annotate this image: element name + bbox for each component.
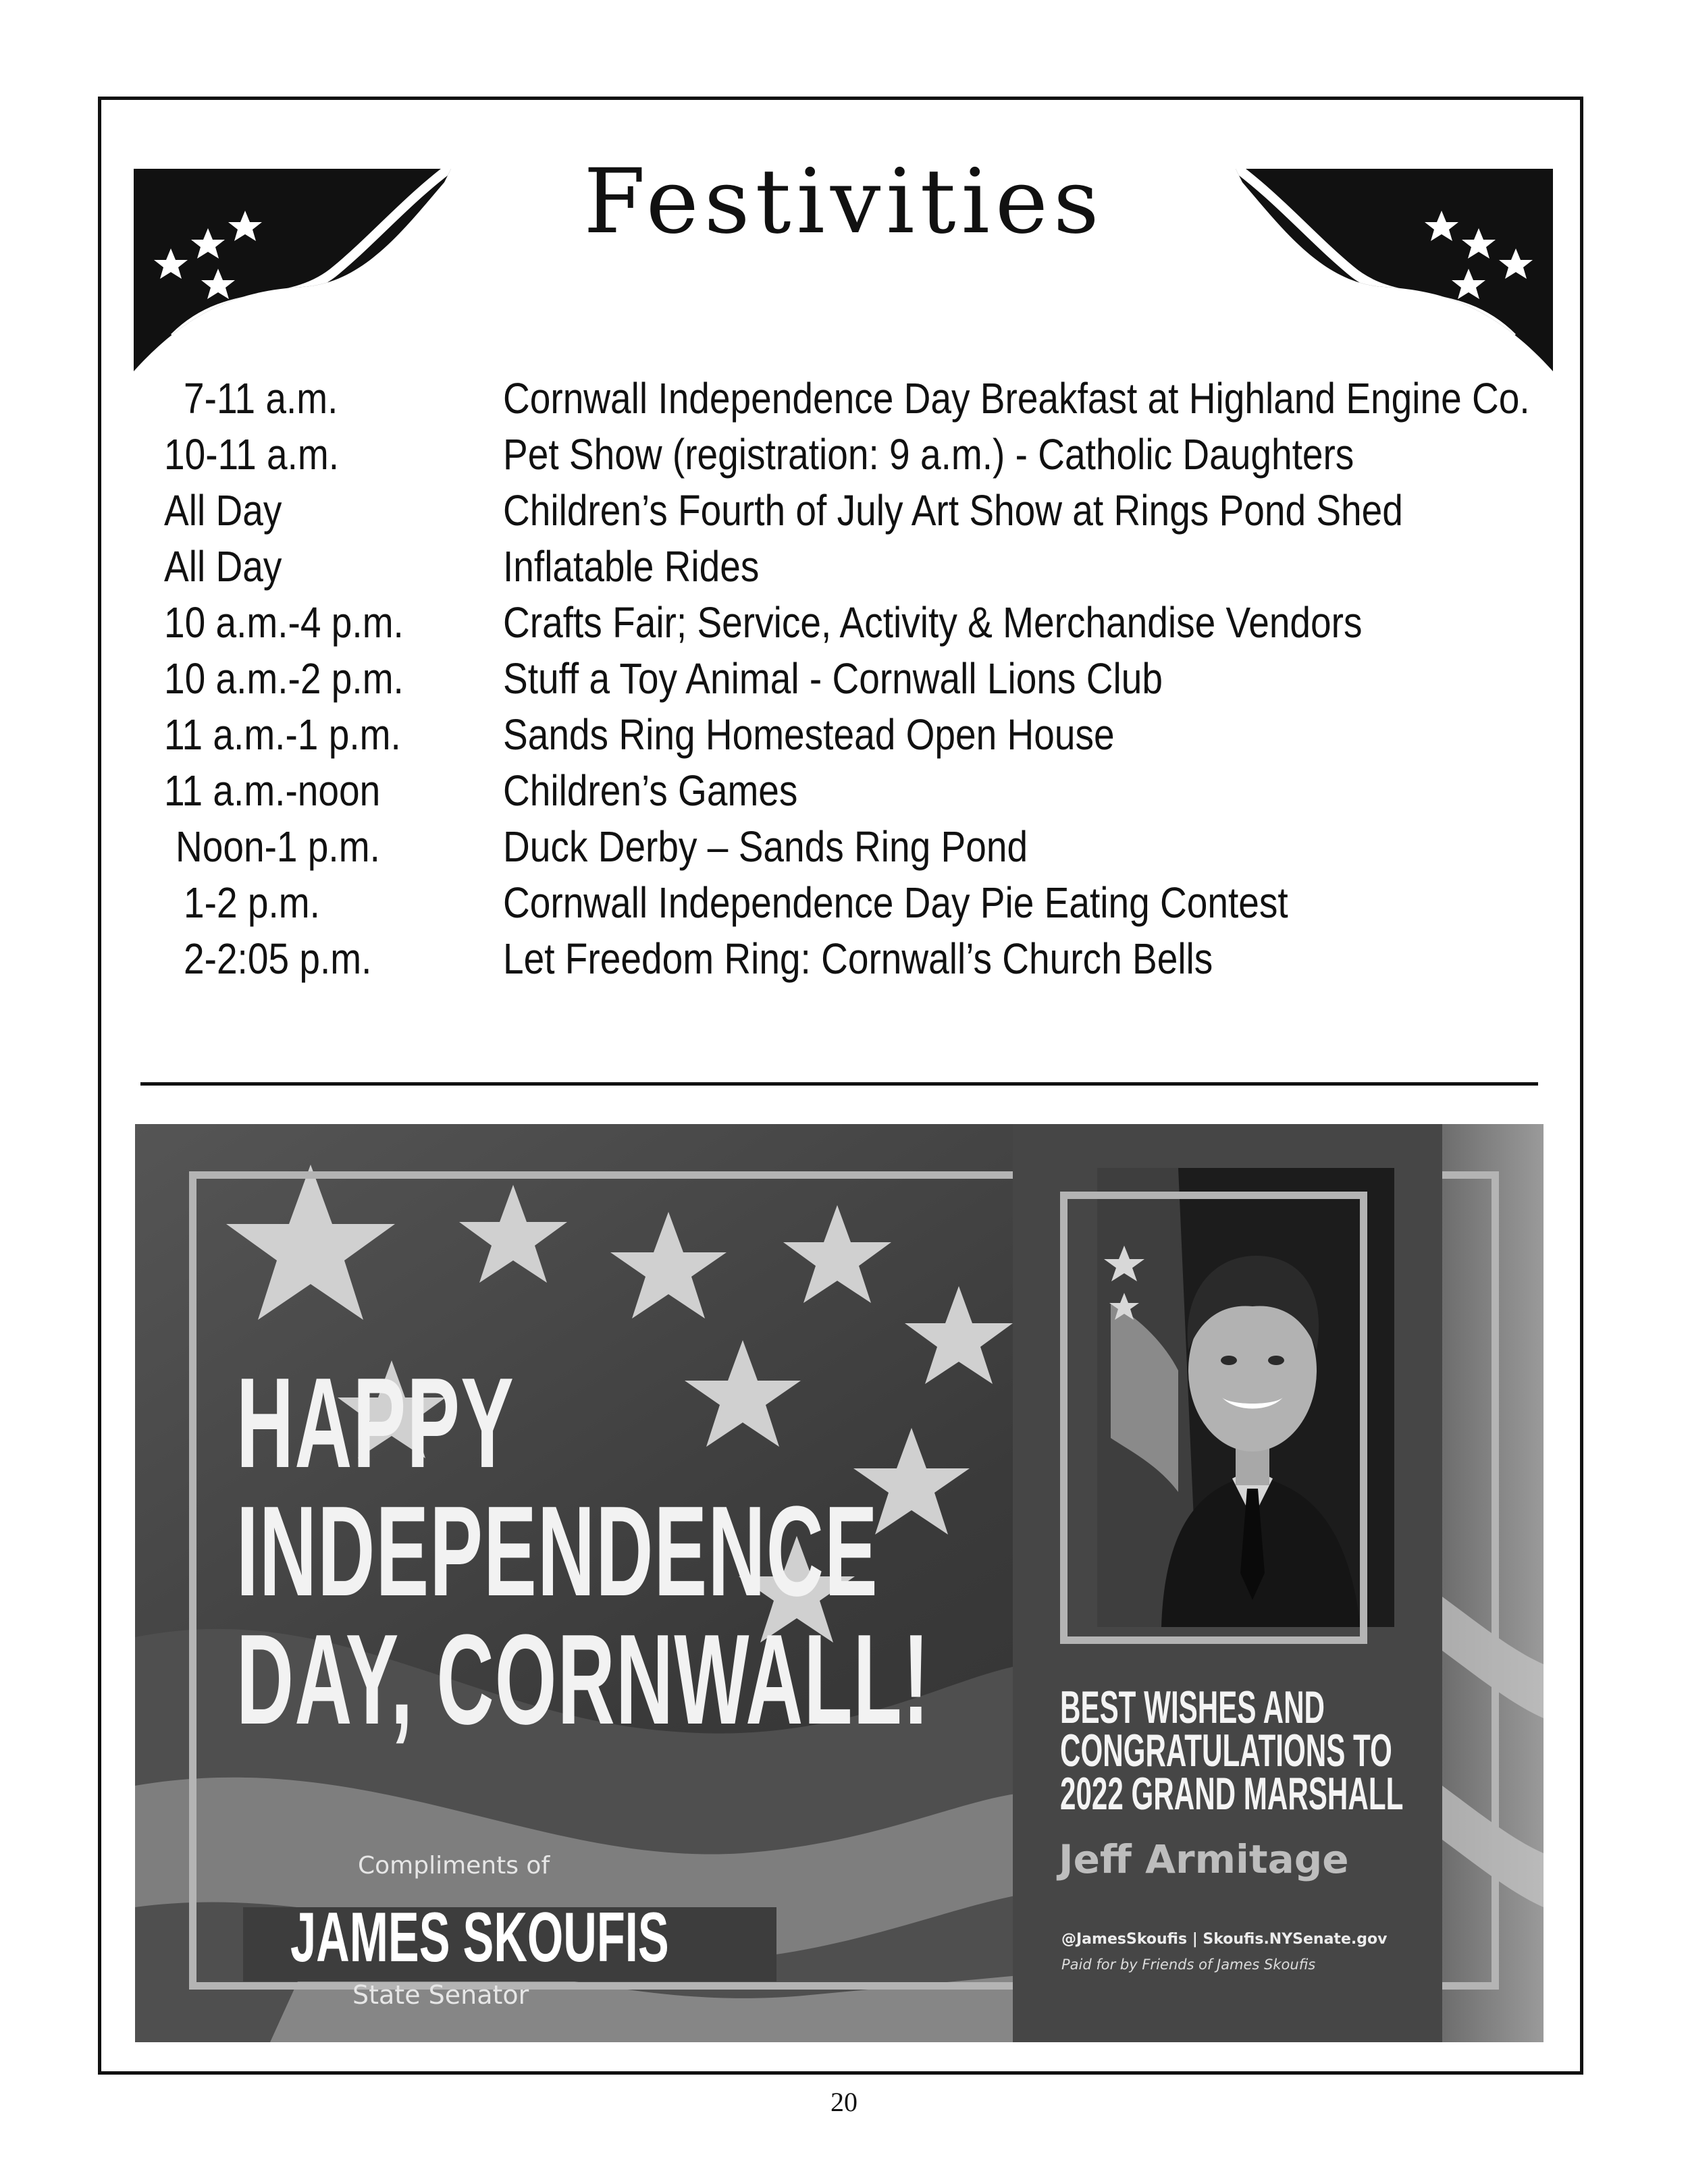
schedule-row	[0, 762, 1688, 819]
schedule-event: Crafts Fair; Service, Activity & Merchandise Vendors	[503, 598, 1363, 647]
schedule-event: Inflatable Rides	[503, 542, 760, 591]
schedule-time: 11 a.m.-noon	[164, 766, 381, 815]
advertisement	[135, 1124, 1544, 2042]
wishes-line: 2022 GRAND MARSHALL	[1060, 1768, 1404, 1819]
schedule-time: 2-2:05 p.m.	[184, 934, 372, 983]
schedule-event: Duck Derby – Sands Ring Pond	[503, 822, 1028, 871]
schedule-time: All Day	[164, 542, 282, 591]
schedule-time: 11 a.m.-1 p.m.	[164, 710, 401, 759]
wishes-line: BEST WISHES AND	[1060, 1682, 1325, 1733]
schedule-row	[0, 538, 1688, 595]
schedule-event: Children’s Games	[503, 766, 798, 815]
schedule-time: 1-2 p.m.	[184, 878, 320, 927]
headline-line: DAY, CORNWALL!	[236, 1608, 930, 1751]
schedule-event: Pet Show (registration: 9 a.m.) - Catholic Daughters	[503, 430, 1354, 479]
schedule-event: Cornwall Independence Day Pie Eating Contest	[503, 878, 1288, 927]
wishes-line: CONGRATULATIONS TO	[1060, 1725, 1392, 1776]
schedule-event: Cornwall Independence Day Breakfast at Highland Engine Co.	[503, 374, 1530, 423]
social-links: @JamesSkoufis | Skoufis.NYSenate.gov	[1061, 1931, 1388, 1948]
schedule-row	[0, 426, 1688, 483]
schedule-event: Sands Ring Homestead Open House	[503, 710, 1115, 759]
portrait-frame	[1060, 1192, 1367, 1644]
sponsor-title: State Senator	[352, 1980, 529, 2010]
schedule-time: 10 a.m.-2 p.m.	[164, 654, 404, 703]
headline-line: INDEPENDENCE	[236, 1480, 878, 1623]
schedule-event: Stuff a Toy Animal - Cornwall Lions Club	[503, 654, 1163, 703]
schedule-time: Noon-1 p.m.	[176, 822, 380, 871]
page-number: 20	[830, 2087, 858, 2117]
schedule-row	[0, 650, 1688, 707]
schedule-row	[0, 930, 1688, 987]
schedule-row	[0, 594, 1688, 651]
schedule-event: Children’s Fourth of July Art Show at Rings Pond Shed	[503, 486, 1403, 535]
schedule-row	[0, 874, 1688, 931]
schedule-time: 10 a.m.-4 p.m.	[164, 598, 404, 647]
paid-for-disclaimer: Paid for by Friends of James Skoufis	[1061, 1956, 1316, 1973]
schedule-row	[0, 482, 1688, 539]
section-title: Festivities	[583, 150, 1105, 254]
schedule-time: All Day	[164, 486, 282, 535]
headline-line: HAPPY	[236, 1352, 515, 1495]
schedule-row	[0, 706, 1688, 763]
compliments-text: Compliments of	[358, 1852, 550, 1880]
schedule-event: Let Freedom Ring: Cornwall’s Church Bells	[503, 934, 1213, 983]
schedule-row	[0, 818, 1688, 875]
section-divider	[140, 1082, 1538, 1086]
sponsor-name: JAMES SKOUFIS	[290, 1898, 669, 1977]
schedule-time: 10-11 a.m.	[164, 430, 340, 479]
grand-marshal-name: Jeff Armitage	[1059, 1836, 1349, 1882]
schedule-row	[0, 370, 1688, 427]
schedule-time: 7-11 a.m.	[184, 374, 338, 423]
